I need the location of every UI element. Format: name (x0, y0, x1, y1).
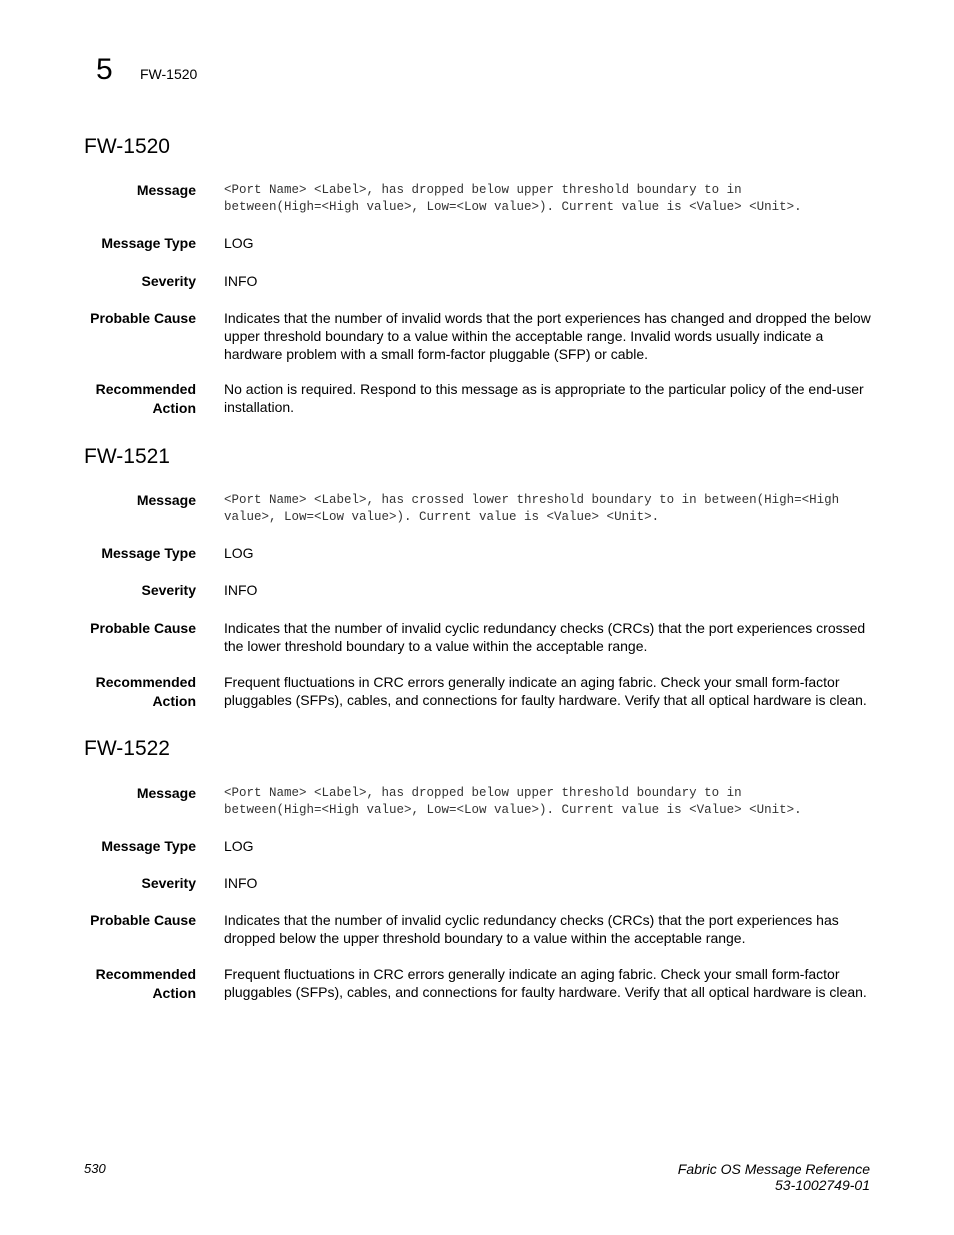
severity-label: Severity (141, 875, 196, 891)
footer-doc-title: Fabric OS Message Reference (677, 1161, 870, 1177)
message-type-label: Message Type (101, 838, 196, 854)
running-header-title: FW-1520 (140, 66, 198, 82)
message-label: Message (136, 182, 196, 198)
message-label: Message (136, 785, 196, 801)
probable-cause-text: Indicates that the number of invalid cyclic redundancy checks (CRCs) that the port experiences crossed the lower threshold boundary to a value within the acceptable range. (224, 620, 866, 654)
message-type-value: LOG (224, 838, 254, 854)
recommended-label-line1: Recommended (95, 381, 196, 397)
chapter-number: 5 (96, 53, 113, 86)
probable-cause-text: Indicates that the number of invalid words that the port experiences has changed and dropped the below upper threshold boundary to a value within the acceptable range. Invalid words usually indicate a hardware problem with a small form-factor pluggable (SFP) or cable. (224, 310, 871, 362)
severity-value: INFO (224, 582, 258, 598)
probable-cause-text: Indicates that the number of invalid cyclic redundancy checks (CRCs) that the port experiences has dropped below the upper threshold boundary to a value within the acceptable range. (224, 912, 839, 946)
recommended-action-label (96, 380, 196, 418)
recommended-action-label (96, 965, 196, 1003)
message-text: <Port Name> <Label>, has dropped below upper threshold boundary to in between(High=<High value>, Low=<Low value>). Current value is <Value> <Unit>. (224, 786, 802, 817)
recommended-action-text: No action is required. Respond to this message as is appropriate to the particular policy of the end-user installation. (224, 381, 864, 415)
message-text: <Port Name> <Label>, has crossed lower threshold boundary to in between(High=<High value>, Low=<Low value>). Current value is <Value> <Unit>. (224, 493, 840, 524)
severity-label: Severity (141, 582, 196, 598)
message-label: Message (136, 492, 196, 508)
recommended-action-text: Frequent fluctuations in CRC errors generally indicate an aging fabric. Check your small form-factor pluggables (SFPs), cables, and connections for faulty hardware. Verify that all optical hardware is clean. (224, 674, 867, 708)
probable-cause-label: Probable Cause (90, 620, 196, 636)
message-type-label: Message Type (101, 545, 196, 561)
recommended-label-line2: Action (152, 985, 196, 1001)
recommended-label-line2: Action (152, 400, 196, 416)
recommended-label-line1: Recommended (95, 966, 196, 982)
recommended-action-text: Frequent fluctuations in CRC errors generally indicate an aging fabric. Check your small form-factor pluggables (SFPs), cables, and connections for faulty hardware. Verify that all optical hardware is clean. (224, 966, 867, 1000)
severity-label: Severity (141, 273, 196, 289)
footer-doc-info (678, 1161, 870, 1193)
message-type-label: Message Type (101, 235, 196, 251)
message-type-value: LOG (224, 545, 254, 561)
probable-cause-label: Probable Cause (90, 310, 196, 326)
message-type-value: LOG (224, 235, 254, 251)
recommended-action-label (96, 673, 196, 711)
severity-value: INFO (224, 273, 258, 289)
severity-value: INFO (224, 875, 258, 891)
recommended-label-line1: Recommended (95, 674, 196, 690)
recommended-label-line2: Action (152, 693, 196, 709)
page-number: 530 (84, 1161, 106, 1176)
section-heading: FW-1521 (84, 445, 170, 468)
probable-cause-label: Probable Cause (90, 912, 196, 928)
section-heading: FW-1522 (84, 737, 170, 760)
message-text: <Port Name> <Label>, has dropped below upper threshold boundary to in between(High=<High value>, Low=<Low value>). Current value is <Value> <Unit>. (224, 183, 802, 214)
footer-doc-number: 53-1002749-01 (775, 1177, 870, 1193)
section-heading: FW-1520 (84, 135, 170, 158)
